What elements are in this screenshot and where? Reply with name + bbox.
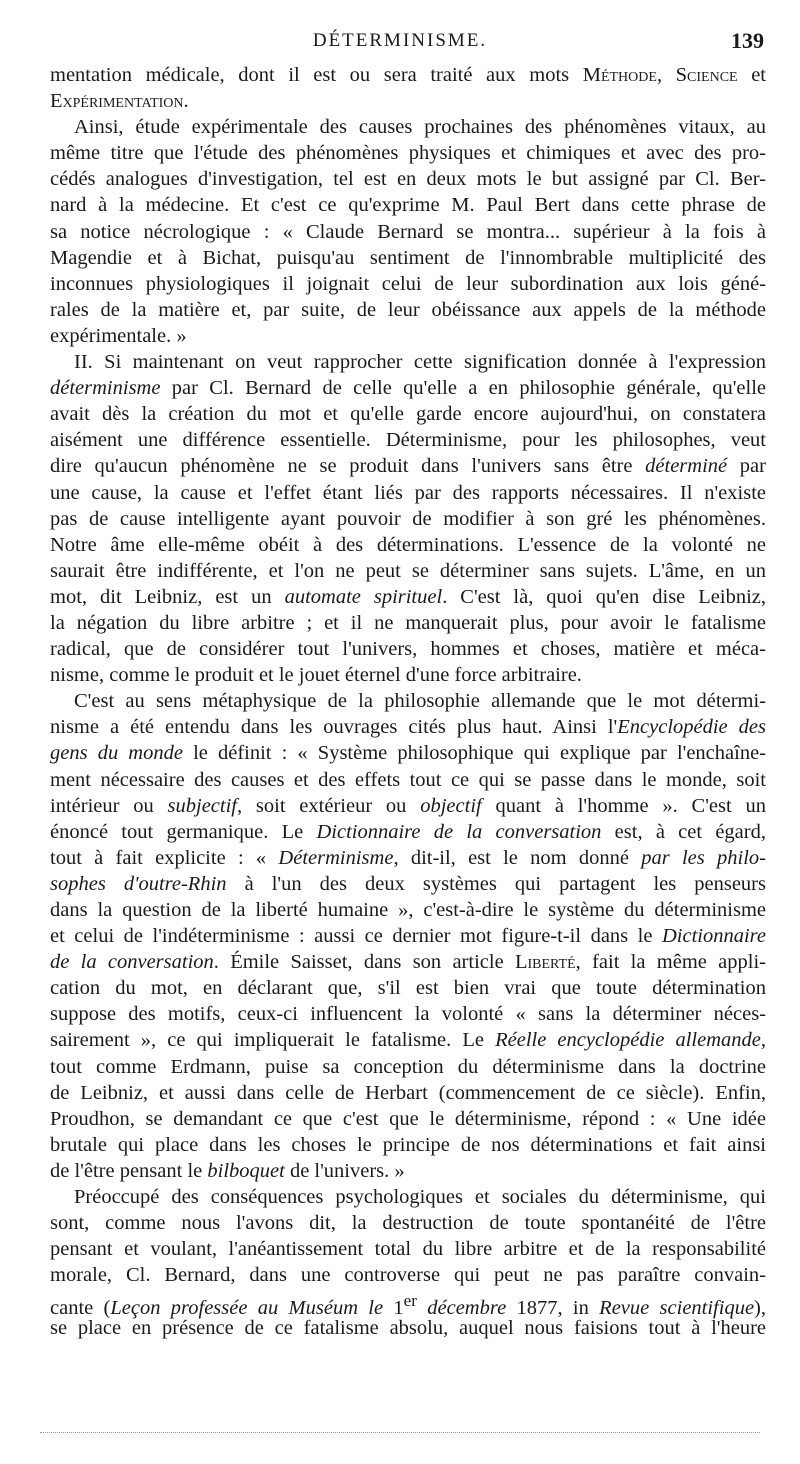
text-line: sairement », ce qui impliquerait le fatalisme. Le Réelle encyclopédie allemande, [50, 1029, 766, 1052]
text-line: radical, que de considérer tout l'univers, hommes et choses, matière et méca- [50, 638, 766, 661]
text-line: C'est au sens métaphysique de la philosophie allemande que le mot détermi- [74, 690, 766, 713]
text-line: cante (Leçon professée au Muséum le 1er décembre 1877, in Revue scientifique), [50, 1291, 766, 1320]
text-line: déterminisme par Cl. Bernard de celle qu'elle a en philosophie générale, qu'elle [50, 377, 766, 400]
text-line: cédés analogues d'investigation, tel est en deux mots le but assigné par Cl. Ber- [50, 168, 766, 191]
text-line: morale, Cl. Bernard, dans une controverse qui peut ne pas paraître convain- [50, 1264, 766, 1287]
text-line: pensant et voulant, l'anéantissement total du libre arbitre et de la responsabilité [50, 1238, 766, 1261]
text-line: sa notice nécrologique : « Claude Bernard se montra... supérieur à la fois à [50, 220, 766, 243]
text-line: suppose des motifs, ceux-ci influencent la volonté « sans la déterminer néces- [50, 1003, 766, 1026]
text-line: mentation médicale, dont il est ou sera traité aux mots Méthode, Science et [50, 64, 766, 86]
text-line: avait dès la création du mot et qu'elle garde encore aujourd'hui, on constatera [50, 403, 766, 426]
body-text [50, 62, 766, 1341]
running-title: DÉTERMINISME. [312, 30, 488, 51]
text-line: Expérimentation. [50, 90, 189, 113]
text-line: nard à la médecine. Et c'est ce qu'exprime M. Paul Bert dans cette phrase de [50, 194, 766, 217]
text-line: Préoccupé des conséquences psychologiques et sociales du déterminisme, qui [74, 1186, 766, 1209]
text-line: II. Si maintenant on veut rapprocher cette signification donnée à l'expression [74, 351, 766, 374]
page-header [0, 30, 800, 60]
text-line: tout à fait explicite : « Déterminisme, dit-il, est le nom donné par les philo- [50, 846, 766, 869]
text-line: et celui de l'indéterminisme : aussi ce dernier mot figure-t-il dans le Dictionnaire [50, 925, 766, 948]
text-line: ment nécessaire des causes et des effets tout ce qui se passe dans le monde, soit [50, 768, 766, 791]
text-line: sophes d'outre-Rhin à l'un des deux systèmes qui partagent les penseurs [50, 872, 766, 895]
text-line: nisme, comme le produit et le jouet éternel d'une force arbitraire. [50, 664, 582, 687]
text-line: nisme a été entendu dans les ouvrages cités plus haut. Ainsi l'Encyclopédie des [50, 716, 767, 739]
text-line: dans la question de la liberté humaine », c'est-à-dire le système du déterminisme [50, 899, 766, 921]
page-number: 139 [731, 28, 764, 53]
text-line: Magendie et à Bichat, puisqu'au sentiment de l'innombrable multiplicité des [50, 246, 766, 269]
text-line: de la conversation. Émile Saisset, dans son article Liberté, fait la même appli- [50, 951, 766, 974]
text-line: mot, dit Leibniz, est un automate spirituel. C'est là, quoi qu'en dise Leibniz, [50, 585, 766, 608]
text-line: énoncé tout germanique. Le Dictionnaire de la conversation est, à cet égard, [50, 820, 766, 843]
text-line: même titre que l'étude des phénomènes physiques et chimiques et avec des pro- [50, 142, 766, 165]
text-line: tout comme Erdmann, puise sa conception du déterminisme dans la doctrine [50, 1055, 766, 1078]
text-line: de l'être pensant le bilboquet de l'univers. » [50, 1159, 405, 1182]
text-line: Notre âme elle-même obéit à des déterminations. L'essence de la volonté ne [50, 533, 766, 556]
text-line: de Leibniz, et aussi dans celle de Herbart (commencement de ce siècle). Enfin, [50, 1081, 766, 1104]
text-line: aisément une différence essentielle. Déterminisme, pour les philosophes, veut [50, 429, 766, 452]
text-line: la négation du libre arbitre ; et il ne manquerait plus, pour avoir le fatalisme [50, 611, 766, 634]
text-line: pas de cause intelligente ayant pouvoir de modifier à son gré les phénomènes. [50, 507, 766, 530]
text-line: intérieur ou subjectif, soit extérieur ou objectif quant à l'homme ». C'est un [50, 794, 766, 817]
text-line: dire qu'aucun phénomène ne se produit dans l'univers sans être déterminé par [50, 455, 766, 478]
text-line: sont, comme nous l'avons dit, la destruction de toute spontanéité de l'être [50, 1212, 766, 1235]
text-line: rales de la matière et, par suite, de leur obéissance aux appels de la méthode [50, 298, 766, 321]
text-line: se place en présence de ce fatalisme absolu, auquel nous faisions tout à l'heure [50, 1316, 766, 1339]
text-line: brutale qui place dans les choses le principe de nos déterminations et fait ainsi [50, 1133, 766, 1156]
text-line: une cause, la cause et l'effet étant liés par des rapports nécessaires. Il n'existe [50, 481, 766, 504]
text-line: inconnues physiologiques il joignait celui de leur subordination aux lois géné- [50, 272, 766, 295]
text-line: cation du mot, en déclarant que, s'il est bien vrai que toute détermination [50, 977, 766, 1000]
text-line: Ainsi, étude expérimentale des causes prochaines des phénomènes vitaux, au [74, 116, 766, 139]
text-line: Proudhon, se demandant ce que c'est que le déterminisme, répond : « Une idée [50, 1107, 766, 1130]
footer-rule [40, 1432, 760, 1433]
text-line: expérimentale. » [50, 324, 187, 347]
text-line: saurait être indifférente, et l'on ne peut se déterminer sans sujets. L'âme, en un [50, 559, 766, 582]
text-line: gens du monde le définit : « Système philosophique qui explique par l'enchaîne- [50, 742, 767, 765]
